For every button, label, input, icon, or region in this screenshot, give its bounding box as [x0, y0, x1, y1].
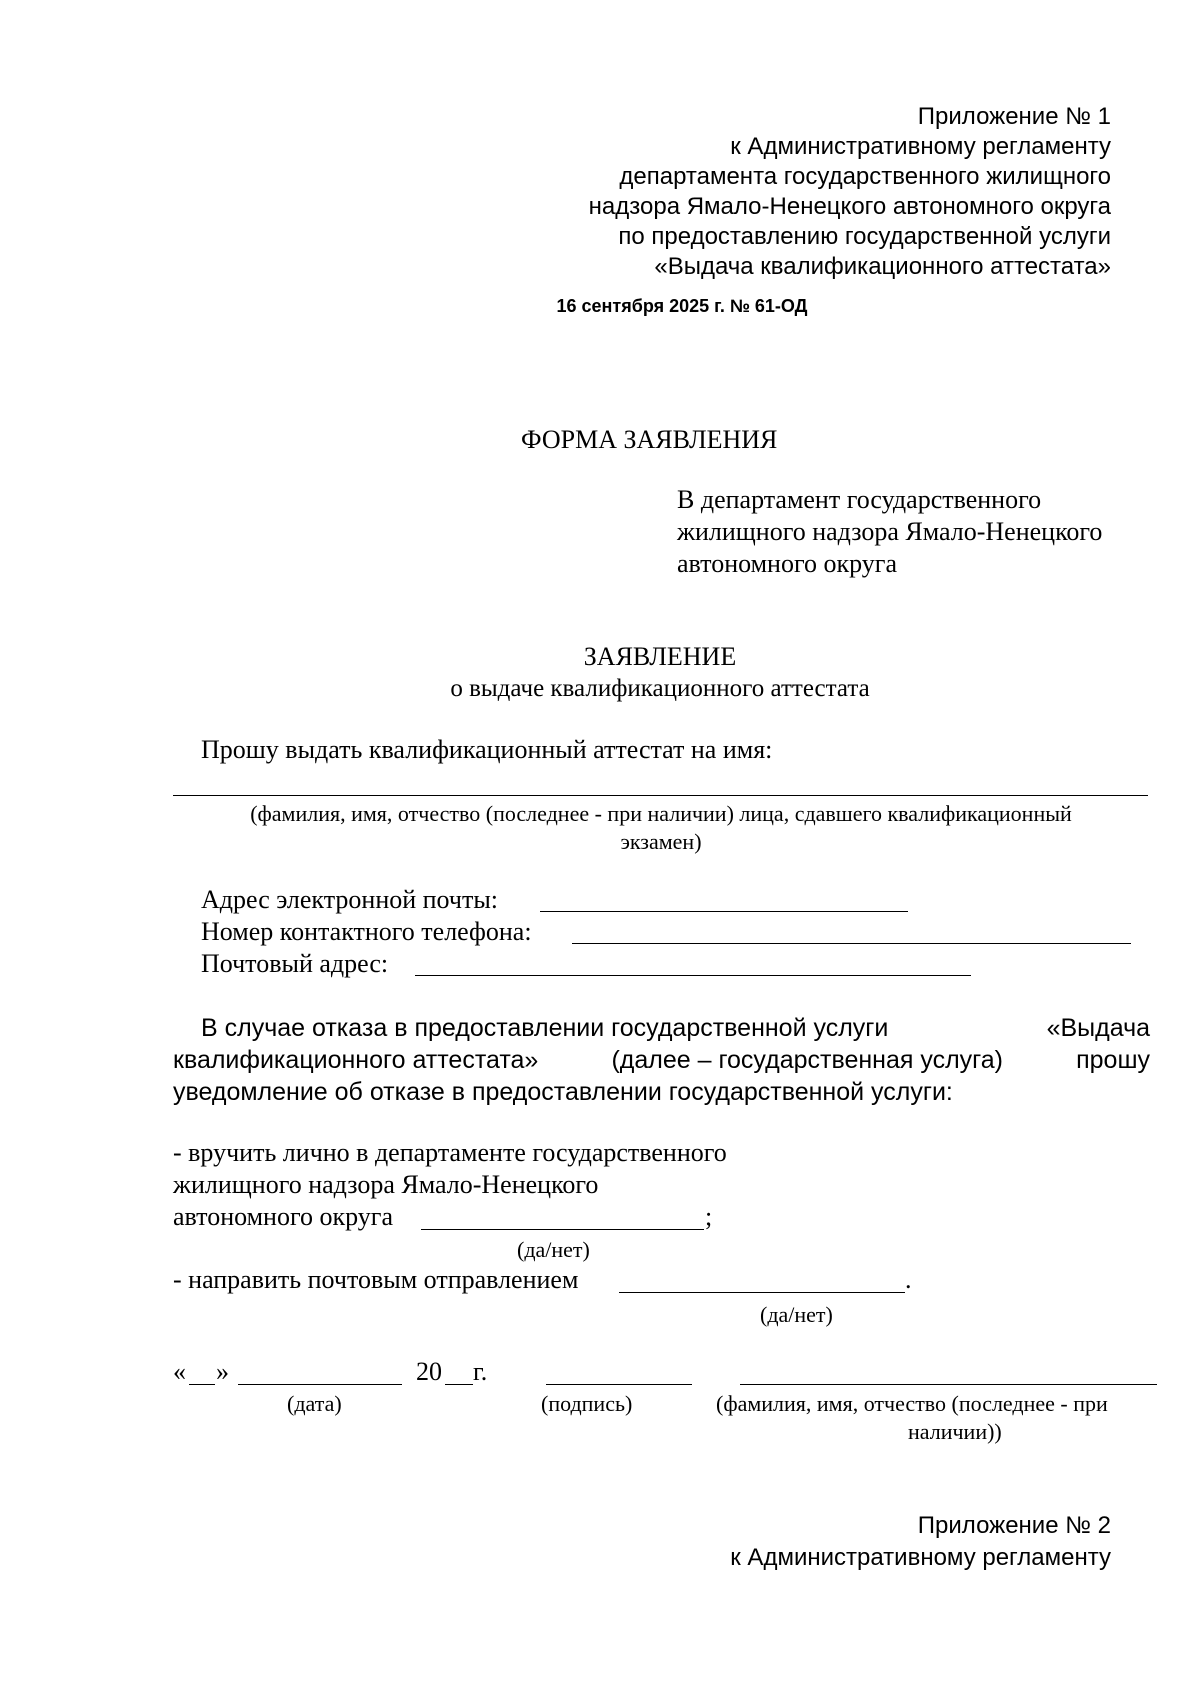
signer-name-caption-1: (фамилия, имя, отчество (последнее - при [716, 1391, 1108, 1416]
addressee-line-3: автономного округа [677, 549, 897, 578]
refusal-row2-a: квалификационного аттестата» [173, 1046, 539, 1074]
application-subtitle: о выдаче квалификационного аттестата [450, 675, 870, 702]
refusal-row1-right: «Выдача [1046, 1014, 1150, 1042]
option1-caption: (да/нет) [517, 1237, 590, 1262]
month-field[interactable] [238, 1384, 402, 1385]
applicant-name-caption-2: экзамен) [620, 829, 702, 854]
appendix1-line-4: надзора Ямало-Ненецкого автономного округа [588, 193, 1111, 220]
postal-address-field[interactable] [415, 975, 971, 976]
appendix1-line-5: по предоставлению государственной услуги [618, 223, 1111, 250]
option1-answer-field[interactable] [421, 1229, 704, 1230]
appendix1-line-3: департамента государственного жилищного [619, 163, 1111, 190]
addressee-line-1: В департамент государственного [677, 485, 1042, 514]
email-field[interactable] [540, 911, 908, 912]
option2-answer-field[interactable] [619, 1292, 905, 1293]
year-prefix: 20 [416, 1357, 442, 1386]
signer-name-caption-2: наличии)) [908, 1419, 1002, 1444]
option1-line-3: автономного округа [173, 1202, 393, 1231]
date-caption: (дата) [287, 1391, 342, 1416]
form-heading: ФОРМА ЗАЯВЛЕНИЯ [521, 425, 778, 454]
applicant-name-line[interactable] [173, 795, 1148, 796]
refusal-row1-left: В случае отказа в предоставлении государственной услуги [201, 1014, 889, 1042]
option2-end: . [905, 1265, 912, 1294]
appendix1-line-6: «Выдача квалификационного аттестата» [654, 253, 1111, 280]
option2-caption: (да/нет) [760, 1302, 833, 1327]
application-title: ЗАЯВЛЕНИЕ [583, 642, 737, 671]
appendix1-line-1: Приложение № 1 [917, 103, 1111, 130]
refusal-row2-c: прошу [1076, 1046, 1150, 1074]
option2-line: - направить почтовым отправлением [173, 1265, 579, 1294]
applicant-name-caption-1: (фамилия, имя, отчество (последнее - при наличии) лица, сдавшего квалификационный [250, 801, 1072, 826]
decree-reference: 16 сентября 2025 г. № 61-ОД [556, 296, 808, 316]
phone-field[interactable] [572, 943, 1131, 944]
addressee-line-2: жилищного надзора Ямало-Ненецкого [677, 517, 1103, 546]
quote-open: « [173, 1357, 186, 1386]
quote-close: » [216, 1357, 229, 1386]
refusal-row2-b: (далее – государственная услуга) [611, 1046, 1003, 1074]
year-field[interactable] [445, 1384, 473, 1385]
email-label: Адрес электронной почты: [201, 885, 499, 914]
appendix2-line-1: Приложение № 2 [917, 1512, 1111, 1539]
refusal-paragraph [173, 1012, 1150, 1108]
postal-label: Почтовый адрес: [201, 949, 389, 978]
signer-name-field[interactable] [740, 1384, 1157, 1385]
signature-field[interactable] [546, 1384, 692, 1385]
option1-line-1: - вручить лично в департаменте государственного [173, 1138, 727, 1167]
refusal-row3: уведомление об отказе в предоставлении государственной услуги: [173, 1078, 953, 1106]
option1-end: ; [705, 1202, 713, 1231]
appendix1-line-2: к Административному регламенту [730, 133, 1111, 160]
year-suffix: г. [473, 1357, 488, 1386]
request-text: Прошу выдать квалификационный аттестат на имя: [201, 735, 773, 764]
option1-line-2: жилищного надзора Ямало-Ненецкого [173, 1170, 599, 1199]
phone-label: Номер контактного телефона: [201, 917, 532, 946]
day-field[interactable] [189, 1384, 215, 1385]
signature-caption: (подпись) [541, 1391, 633, 1416]
appendix2-line-2: к Административному регламенту [730, 1544, 1111, 1571]
